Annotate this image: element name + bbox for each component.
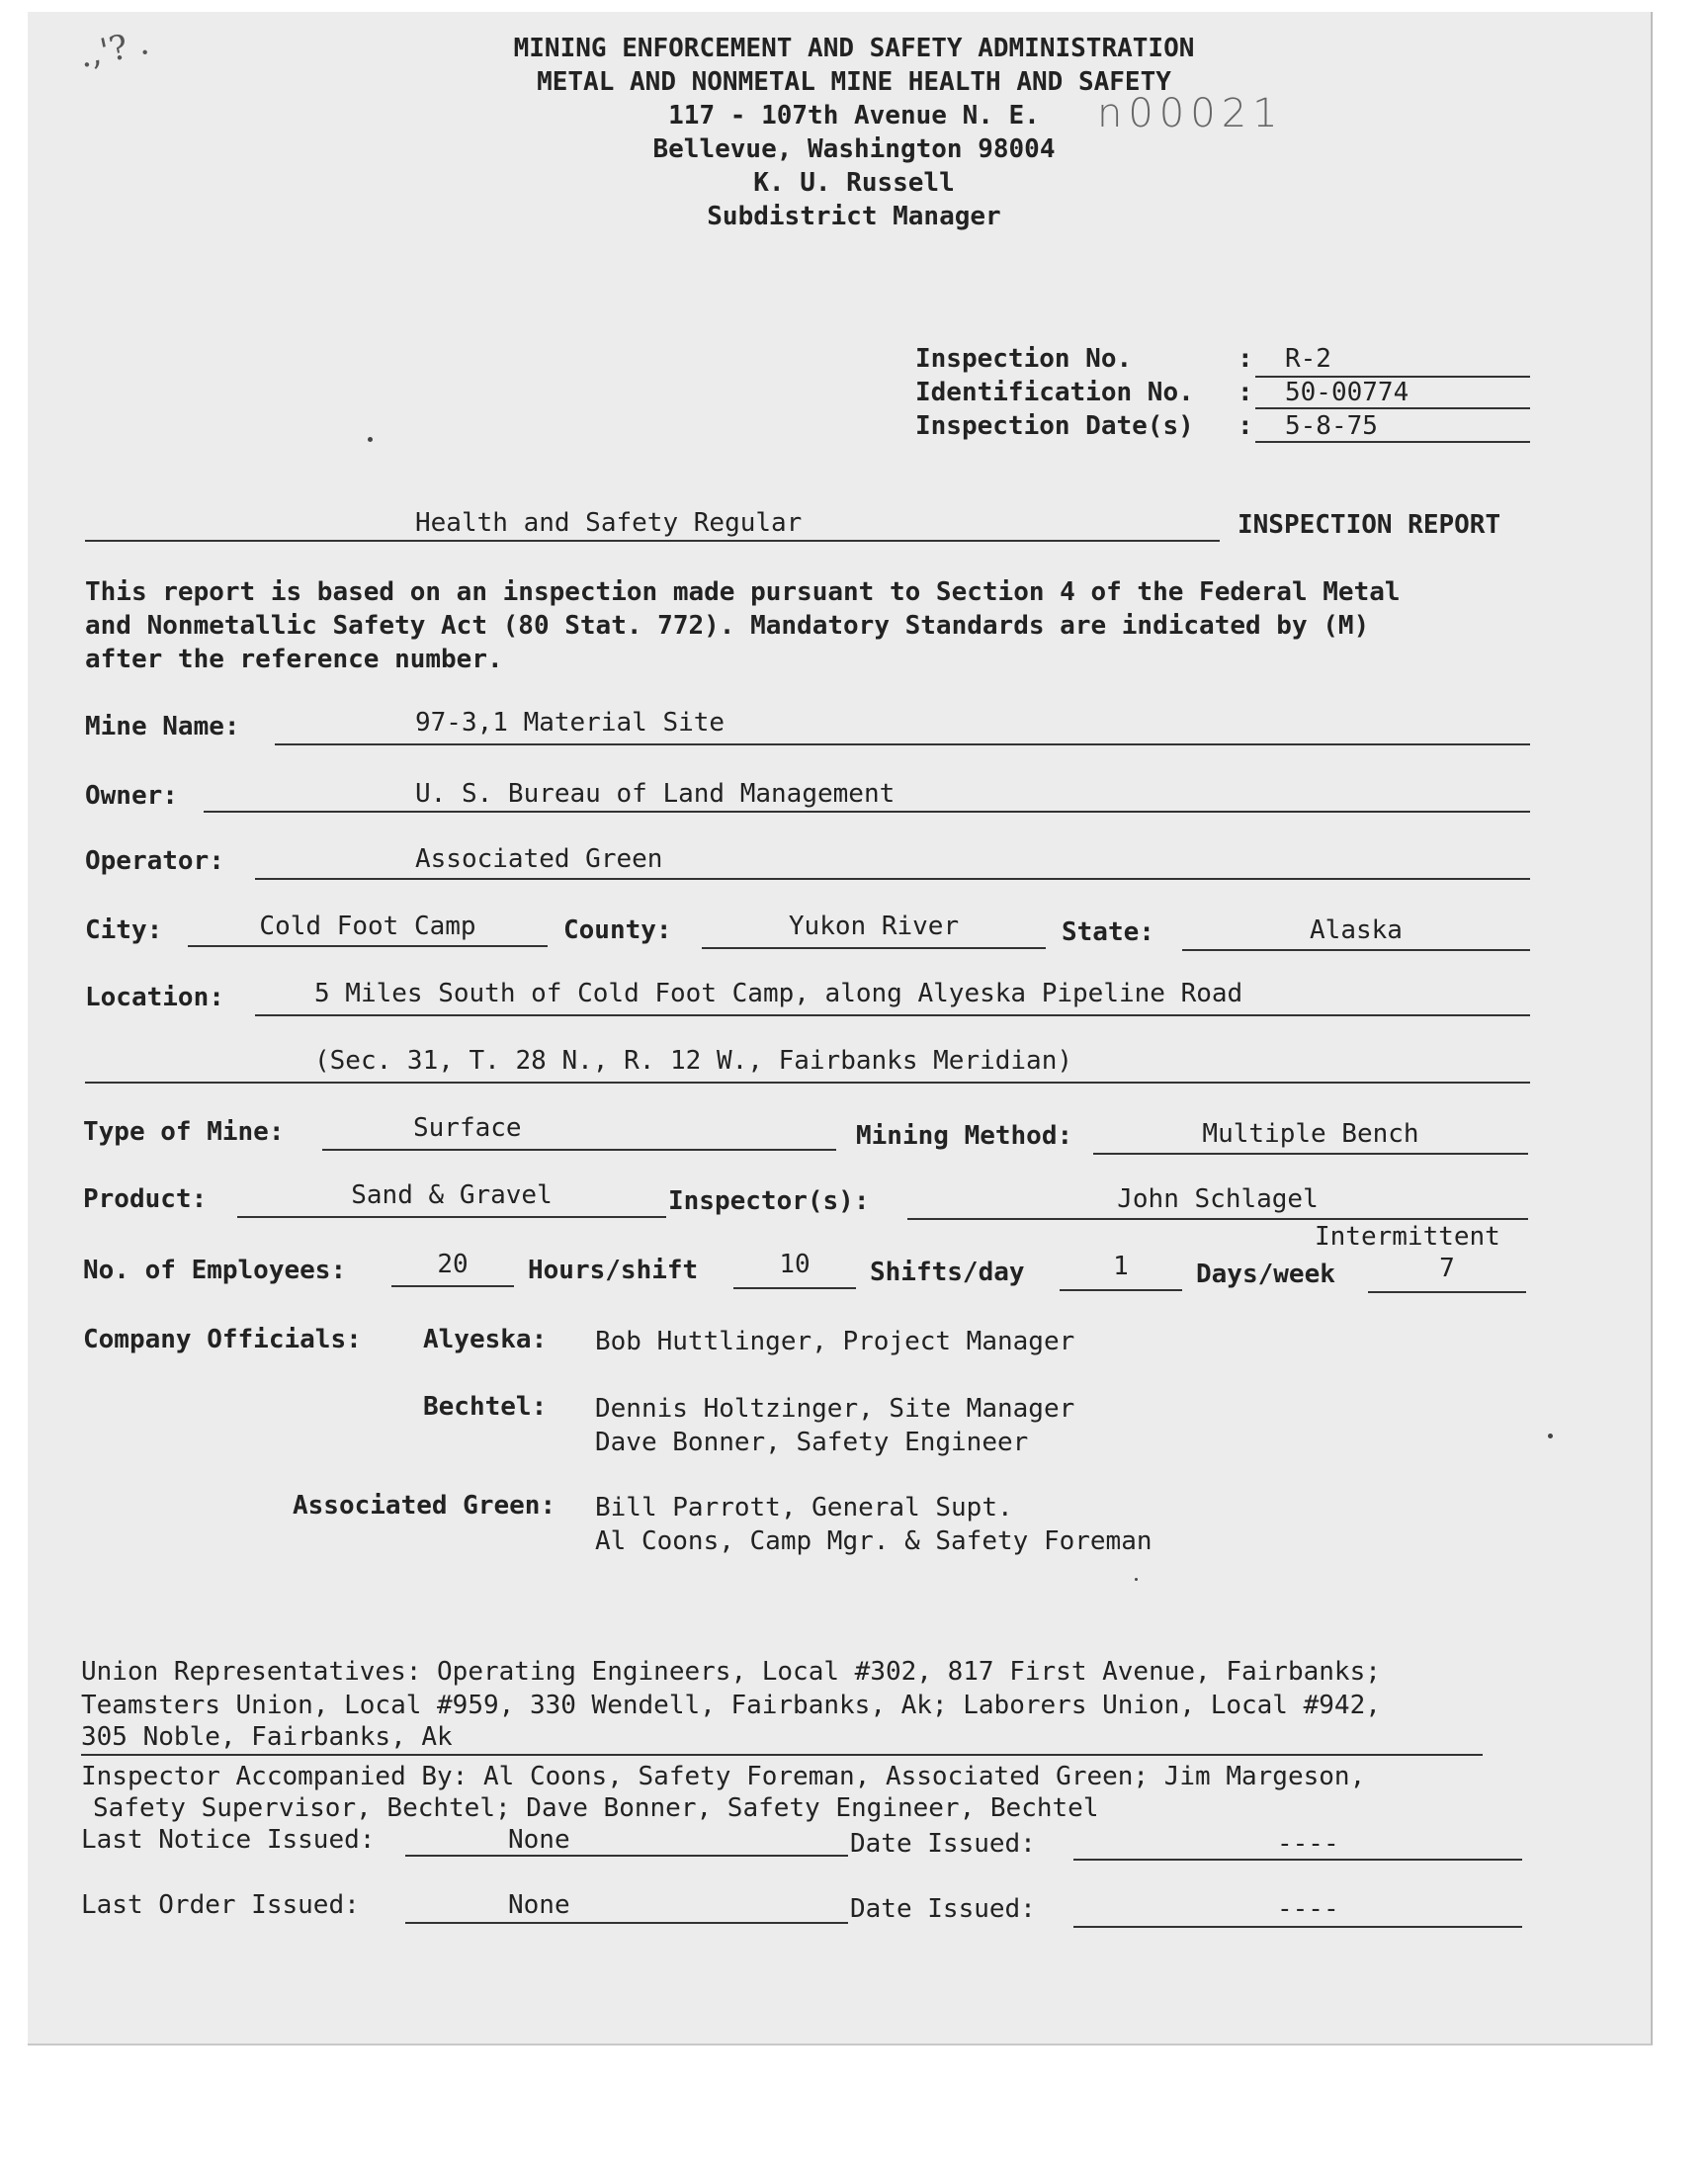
official-person: Bob Huttlinger, Project Manager [595,1327,1075,1356]
inspection-no-label: Inspection No. [915,344,1133,374]
report-type-line [85,540,1220,542]
colon: : [1238,378,1253,407]
official-person: Bill Parrott, General Supt. [595,1493,1013,1522]
employees-line [391,1285,514,1287]
owner-line [204,811,1530,813]
header-manager: K. U. Russell [753,168,955,198]
days-label: Days/week [1196,1260,1335,1289]
notice-date-line [1073,1859,1522,1861]
product-line [237,1216,666,1218]
city-value: Cold Foot Camp [259,912,476,941]
product-label: Product: [83,1184,208,1214]
official-company-bechtel: Bechtel: [423,1392,548,1422]
location-line-2 [85,1082,1530,1084]
union-line-rule [81,1754,1483,1756]
header-agency: MINING ENFORCEMENT AND SAFETY ADMINISTRATION [513,34,1195,63]
accompanied-line-2: Safety Supervisor, Bechtel; Dave Bonner, Safety Engineer, Bechtel [93,1793,1099,1823]
identification-no-value: 50-00774 [1285,378,1409,407]
official-person: Dennis Holtzinger, Site Manager [595,1394,1075,1424]
last-order-label: Last Order Issued: [81,1890,360,1920]
last-notice-line [405,1855,848,1857]
union-line-1: Union Representatives: Operating Engineers, Local #302, 817 First Avenue, Fairbanks; [81,1657,1381,1687]
inspectors-label: Inspector(s): [668,1186,870,1216]
location-value-1: 5 Miles South of Cold Foot Camp, along Alyeska Pipeline Road [314,979,1243,1008]
report-type: Health and Safety Regular [415,508,803,538]
product-value: Sand & Gravel [351,1180,553,1210]
inspectors-value: John Schlagel [1117,1184,1319,1214]
last-notice-label: Last Notice Issued: [81,1825,376,1855]
colon: : [1238,344,1253,374]
inspection-no-value: R-2 [1285,344,1331,374]
order-date-value: ---- [1277,1894,1339,1924]
state-label: State: [1062,917,1154,947]
intro-line-3: after the reference number. [85,645,503,674]
colon: : [1238,411,1253,441]
shifts-line [1060,1289,1182,1291]
shifts-value: 1 [1113,1252,1129,1281]
intro-line-2: and Nonmetallic Safety Act (80 Stat. 772). Mandatory Standards are indicated by (M) [85,611,1370,641]
intermittent-note: Intermittent [1315,1222,1500,1252]
last-notice-value: None [508,1825,570,1855]
days-value: 7 [1439,1254,1455,1283]
identification-no-line [1255,407,1530,409]
accompanied-line-1: Inspector Accompanied By: Al Coons, Safety Foreman, Associated Green; Jim Margeson, [81,1762,1366,1791]
order-date-label: Date Issued: [850,1894,1036,1924]
operator-value: Associated Green [415,844,663,874]
union-line-3: 305 Noble, Fairbanks, Ak [81,1722,453,1752]
document-stamp-number: n00021 [1097,91,1284,136]
inspection-dates-value: 5-8-75 [1285,411,1378,441]
shifts-label: Shifts/day [870,1258,1025,1287]
hours-value: 10 [779,1250,811,1279]
speck [1135,1578,1138,1581]
notice-date-value: ---- [1277,1829,1339,1859]
mine-name-label: Mine Name: [85,712,240,741]
location-line-1 [255,1014,1530,1016]
last-order-value: None [508,1890,570,1920]
header-division: METAL AND NONMETAL MINE HEALTH AND SAFETY [537,67,1171,97]
speck [368,437,373,442]
type-of-mine-value: Surface [413,1113,522,1143]
county-label: County: [563,915,672,945]
official-person: Al Coons, Camp Mgr. & Safety Foreman [595,1526,1153,1556]
official-company-alyeska: Alyeska: [423,1325,548,1354]
operator-line [255,878,1530,880]
city-label: City: [85,915,163,945]
handwritten-marks: .,'? . [75,23,153,76]
last-order-line [405,1922,848,1924]
speck [1548,1434,1553,1438]
mine-name-value: 97-3,1 Material Site [415,708,726,738]
county-value: Yukon River [788,912,960,941]
union-line-2: Teamsters Union, Local #959, 330 Wendell, Fairbanks, Ak; Laborers Union, Local #942, [81,1691,1381,1720]
operator-label: Operator: [85,846,224,876]
intro-line-1: This report is based on an inspection made pursuant to Section 4 of the Federal Metal [85,577,1401,607]
hours-line [733,1287,856,1289]
official-company-associated-green: Associated Green: [293,1491,556,1521]
mining-method-value: Multiple Bench [1202,1119,1419,1149]
state-line [1182,949,1530,951]
header-address: 117 - 107th Avenue N. E. [668,101,1040,130]
mining-method-line [1093,1153,1528,1155]
owner-label: Owner: [85,781,178,811]
city-line [188,945,548,947]
report-title: INSPECTION REPORT [1238,510,1501,540]
state-value: Alaska [1310,915,1403,945]
mining-method-label: Mining Method: [856,1121,1073,1151]
inspection-dates-line [1255,441,1530,443]
mine-name-line [275,743,1530,745]
days-line [1368,1291,1526,1293]
type-of-mine-label: Type of Mine: [83,1117,285,1147]
employees-label: No. of Employees: [83,1256,347,1285]
inspection-dates-label: Inspection Date(s) [915,411,1194,441]
official-person: Dave Bonner, Safety Engineer [595,1428,1029,1457]
inspectors-line [907,1218,1528,1220]
location-label: Location: [85,983,224,1012]
employees-value: 20 [437,1250,469,1279]
location-value-2: (Sec. 31, T. 28 N., R. 12 W., Fairbanks Meridian) [314,1046,1073,1076]
header-title: Subdistrict Manager [707,202,1001,231]
county-line [702,947,1046,949]
type-of-mine-line [322,1149,836,1151]
identification-no-label: Identification No. [915,378,1194,407]
header-city: Bellevue, Washington 98004 [652,134,1056,164]
order-date-line [1073,1926,1522,1928]
officials-label: Company Officials: [83,1325,362,1354]
notice-date-label: Date Issued: [850,1829,1036,1859]
owner-value: U. S. Bureau of Land Management [415,779,896,809]
hours-label: Hours/shift [528,1256,699,1285]
